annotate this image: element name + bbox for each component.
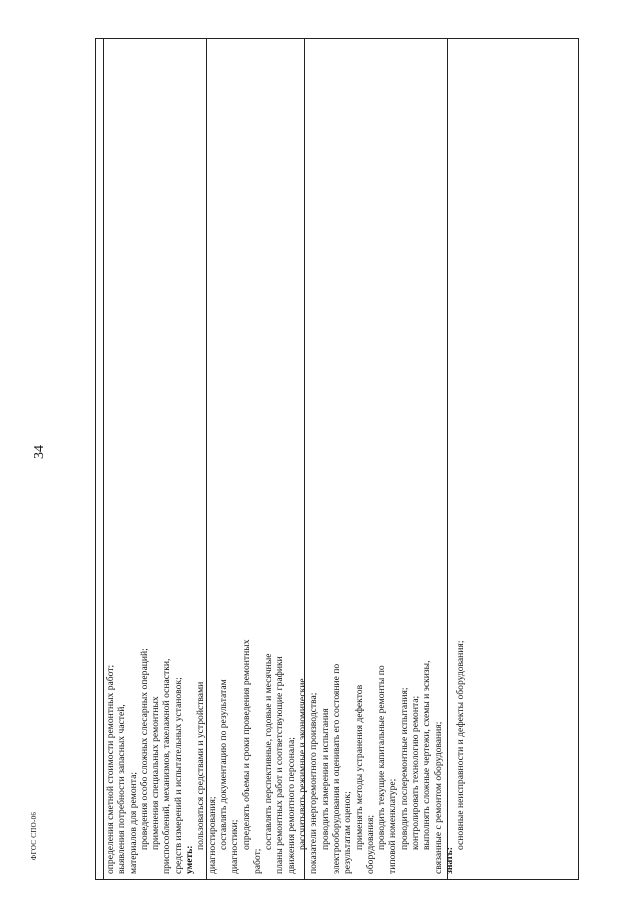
- table-cell-hours-obligatory: [305, 39, 448, 879]
- requirement-line: связанные с ремонтом оборудования;: [432, 721, 444, 874]
- requirement-line: материалов для ремонта;: [127, 771, 139, 874]
- section-heading: знать:: [443, 847, 455, 874]
- requirement-line: определять объемы и сроки проведения ремонтных: [240, 639, 252, 850]
- requirement-line: составлять документацию по результатам: [217, 679, 229, 850]
- table-cell-competencies: [448, 39, 578, 879]
- requirements-table: [95, 38, 579, 880]
- requirement-line: применения специальных ремонтных: [150, 696, 162, 850]
- table-cell-hours-total: [207, 39, 305, 879]
- requirement-line: планы ремонтных работ и соответствующие графики: [274, 656, 286, 874]
- requirement-line: проводить послеремонтные испытания;: [398, 687, 410, 850]
- requirement-line: выполнять сложные чертежи, схемы и эскизы,: [421, 660, 433, 850]
- requirement-line: диагностики;: [229, 819, 241, 874]
- requirement-line: работ;: [251, 848, 263, 874]
- requirement-line: средств измерений и испытательных установок;: [172, 677, 184, 874]
- requirement-line: контролировать технологию ремонта;: [410, 695, 422, 850]
- table-cell-requirements: [104, 39, 467, 879]
- requirement-line: основные неисправности и дефекты оборудования;: [455, 640, 467, 850]
- requirement-line: результатам оценок;: [342, 791, 354, 874]
- requirement-line: применять методы устранения дефектов: [353, 684, 365, 850]
- requirement-line: проводить текущие капитальные ремонты по: [376, 665, 388, 850]
- requirement-line: проводить измерения и испытания: [319, 708, 331, 850]
- requirement-line: типовой номенклатуре;: [387, 778, 399, 874]
- section-heading: уметь:: [184, 845, 196, 874]
- requirement-line: пользоваться средствами и устройствами: [195, 681, 207, 850]
- requirement-line: оборудования;: [364, 814, 376, 874]
- requirement-line: показатели энергоремонтного производства;: [308, 692, 320, 874]
- requirement-line: составлять перспективные, годовые и месячные: [263, 653, 275, 850]
- requirements-table-row: [95, 38, 579, 880]
- requirement-line: электрооборудования и оценивать его состояние по: [330, 663, 342, 874]
- table-cell-code: [96, 39, 104, 879]
- footer-code: ФГОС СПО-06: [30, 811, 38, 861]
- page-number: 34: [32, 445, 47, 459]
- requirement-line: проведения особо сложных слесарных операций;: [138, 648, 150, 850]
- requirement-line: выявления потребности запасных частей,: [116, 704, 128, 874]
- requirement-line: приспособлений, механизмов, такелажной оснастки,: [161, 658, 173, 874]
- requirement-line: рассчитывать режимные и экономические: [297, 678, 309, 850]
- requirement-line: диагностирования;: [206, 796, 218, 874]
- requirement-line: движения ремонтного персонала;: [285, 737, 297, 874]
- requirement-line: определения сметной стоимости ремонтных работ;: [105, 664, 116, 874]
